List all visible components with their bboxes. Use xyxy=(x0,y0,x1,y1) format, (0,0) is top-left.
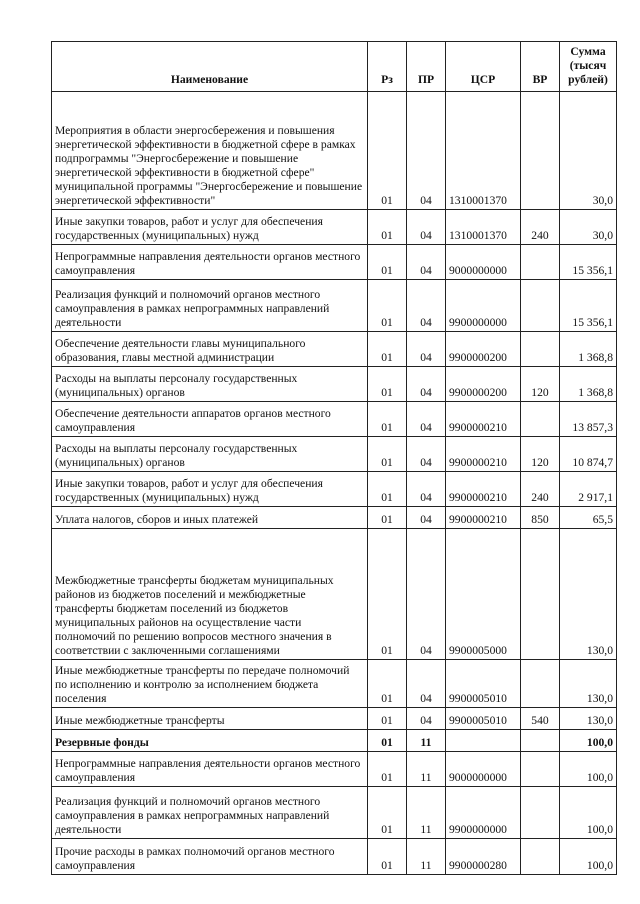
cell-name: Реализация функций и полномочий органов местного самоуправления в рамках непрограммных направлений деятельности xyxy=(52,787,368,839)
cell-name: Иные межбюджетные трансферты xyxy=(52,708,368,730)
cell-csr: 9900000280 xyxy=(446,839,521,875)
table-row xyxy=(52,787,617,839)
cell-rz: 01 xyxy=(368,210,407,245)
cell-pr: 04 xyxy=(407,660,446,708)
cell-sum: 130,0 xyxy=(560,660,617,708)
cell-vr: 120 xyxy=(521,367,560,402)
header-rz: Рз xyxy=(368,42,407,92)
cell-name: Иные межбюджетные трансферты по передаче полномочий по исполнению и контролю за исполнением бюджета поселения xyxy=(52,660,368,708)
cell-vr xyxy=(521,730,560,752)
header-sum: Сумма (тысяч рублей) xyxy=(560,42,617,92)
cell-sum: 130,0 xyxy=(560,529,617,660)
table-row xyxy=(52,752,617,787)
cell-rz: 01 xyxy=(368,332,407,367)
cell-sum: 130,0 xyxy=(560,708,617,730)
cell-rz: 01 xyxy=(368,708,407,730)
table-row xyxy=(52,367,617,402)
cell-csr: 9900000200 xyxy=(446,367,521,402)
cell-sum: 65,5 xyxy=(560,507,617,529)
cell-vr: 240 xyxy=(521,472,560,507)
cell-name: Межбюджетные трансферты бюджетам муниципальных районов из бюджетов поселений и межбюджетные трансферты бюджетам поселений из бюджетов муниципальных районов на осуществление части полномочий по решению вопросов местного значения в соответствии с заключенными соглашениями xyxy=(52,529,368,660)
cell-csr: 9900005010 xyxy=(446,660,521,708)
cell-csr: 9900000210 xyxy=(446,507,521,529)
cell-name: Обеспечение деятельности главы муниципального образования, главы местной администрации xyxy=(52,332,368,367)
cell-sum: 1 368,8 xyxy=(560,332,617,367)
cell-vr xyxy=(521,280,560,332)
cell-csr: 9900000210 xyxy=(446,472,521,507)
cell-pr: 04 xyxy=(407,402,446,437)
cell-pr: 04 xyxy=(407,367,446,402)
cell-name: Расходы на выплаты персоналу государственных (муниципальных) органов xyxy=(52,367,368,402)
table-row xyxy=(52,92,617,210)
cell-rz: 01 xyxy=(368,437,407,472)
cell-csr: 9900000000 xyxy=(446,280,521,332)
header-csr: ЦСР xyxy=(446,42,521,92)
cell-name: Непрограммные направления деятельности органов местного самоуправления xyxy=(52,752,368,787)
cell-sum: 100,0 xyxy=(560,730,617,752)
cell-sum: 100,0 xyxy=(560,752,617,787)
cell-rz: 01 xyxy=(368,367,407,402)
cell-rz: 01 xyxy=(368,787,407,839)
budget-table xyxy=(51,41,617,875)
cell-pr: 04 xyxy=(407,472,446,507)
cell-name: Расходы на выплаты персоналу государственных (муниципальных) органов xyxy=(52,437,368,472)
cell-rz: 01 xyxy=(368,730,407,752)
table-row xyxy=(52,839,617,875)
table-row xyxy=(52,472,617,507)
cell-pr: 04 xyxy=(407,210,446,245)
cell-csr: 9900000200 xyxy=(446,332,521,367)
table-row xyxy=(52,437,617,472)
cell-csr: 9900000000 xyxy=(446,787,521,839)
table-row xyxy=(52,245,617,280)
cell-rz: 01 xyxy=(368,529,407,660)
cell-csr: 9900000210 xyxy=(446,402,521,437)
table-row xyxy=(52,280,617,332)
table-row xyxy=(52,730,617,752)
cell-pr: 11 xyxy=(407,730,446,752)
cell-pr: 04 xyxy=(407,708,446,730)
cell-sum: 1 368,8 xyxy=(560,367,617,402)
cell-pr: 04 xyxy=(407,280,446,332)
cell-vr: 850 xyxy=(521,507,560,529)
cell-rz: 01 xyxy=(368,472,407,507)
table-row xyxy=(52,708,617,730)
cell-rz: 01 xyxy=(368,660,407,708)
cell-vr: 240 xyxy=(521,210,560,245)
cell-rz: 01 xyxy=(368,245,407,280)
cell-name: Прочие расходы в рамках полномочий органов местного самоуправления xyxy=(52,839,368,875)
cell-rz: 01 xyxy=(368,402,407,437)
cell-vr xyxy=(521,92,560,210)
cell-vr xyxy=(521,752,560,787)
cell-name: Иные закупки товаров, работ и услуг для обеспечения государственных (муниципальных) нужд xyxy=(52,210,368,245)
cell-name: Непрограммные направления деятельности органов местного самоуправления xyxy=(52,245,368,280)
table-header-row xyxy=(52,42,617,92)
cell-rz: 01 xyxy=(368,507,407,529)
table-row xyxy=(52,529,617,660)
cell-vr: 540 xyxy=(521,708,560,730)
cell-csr: 1310001370 xyxy=(446,210,521,245)
cell-sum: 2 917,1 xyxy=(560,472,617,507)
cell-sum: 15 356,1 xyxy=(560,280,617,332)
header-vr: ВР xyxy=(521,42,560,92)
cell-rz: 01 xyxy=(368,839,407,875)
header-name: Наименование xyxy=(52,42,368,92)
cell-name: Обеспечение деятельности аппаратов органов местного самоуправления xyxy=(52,402,368,437)
header-pr: ПР xyxy=(407,42,446,92)
cell-name: Уплата налогов, сборов и иных платежей xyxy=(52,507,368,529)
cell-csr xyxy=(446,730,521,752)
cell-pr: 04 xyxy=(407,437,446,472)
cell-name: Резервные фонды xyxy=(52,730,368,752)
cell-vr xyxy=(521,332,560,367)
cell-pr: 11 xyxy=(407,839,446,875)
cell-rz: 01 xyxy=(368,92,407,210)
cell-csr: 9000000000 xyxy=(446,245,521,280)
table-row xyxy=(52,660,617,708)
cell-csr: 9900005000 xyxy=(446,529,521,660)
cell-vr xyxy=(521,787,560,839)
cell-pr: 04 xyxy=(407,92,446,210)
cell-vr xyxy=(521,402,560,437)
cell-pr: 11 xyxy=(407,787,446,839)
table-row xyxy=(52,507,617,529)
cell-name: Мероприятия в области энергосбережения и повышения энергетической эффективности в бюджетной сфере в рамках подпрограммы "Энергосбережение и повышение энергетической эффективности в бюджетной сфере" муниципальной программы "Энергосбережение и повышение энергетической эффективности" xyxy=(52,92,368,210)
cell-vr xyxy=(521,529,560,660)
cell-name: Реализация функций и полномочий органов местного самоуправления в рамках непрограммных направлений деятельности xyxy=(52,280,368,332)
cell-vr xyxy=(521,839,560,875)
cell-rz: 01 xyxy=(368,280,407,332)
cell-sum: 100,0 xyxy=(560,839,617,875)
cell-csr: 9900005010 xyxy=(446,708,521,730)
cell-sum: 100,0 xyxy=(560,787,617,839)
cell-vr xyxy=(521,660,560,708)
cell-sum: 10 874,7 xyxy=(560,437,617,472)
cell-sum: 30,0 xyxy=(560,210,617,245)
cell-rz: 01 xyxy=(368,752,407,787)
table-row xyxy=(52,210,617,245)
table-row xyxy=(52,402,617,437)
cell-pr: 04 xyxy=(407,507,446,529)
cell-pr: 11 xyxy=(407,752,446,787)
cell-vr xyxy=(521,245,560,280)
cell-pr: 04 xyxy=(407,332,446,367)
cell-csr: 9900000210 xyxy=(446,437,521,472)
cell-name: Иные закупки товаров, работ и услуг для обеспечения государственных (муниципальных) нужд xyxy=(52,472,368,507)
table-row xyxy=(52,332,617,367)
cell-sum: 15 356,1 xyxy=(560,245,617,280)
cell-pr: 04 xyxy=(407,529,446,660)
cell-sum: 30,0 xyxy=(560,92,617,210)
cell-csr: 9000000000 xyxy=(446,752,521,787)
cell-sum: 13 857,3 xyxy=(560,402,617,437)
cell-pr: 04 xyxy=(407,245,446,280)
cell-vr: 120 xyxy=(521,437,560,472)
cell-csr: 1310001370 xyxy=(446,92,521,210)
